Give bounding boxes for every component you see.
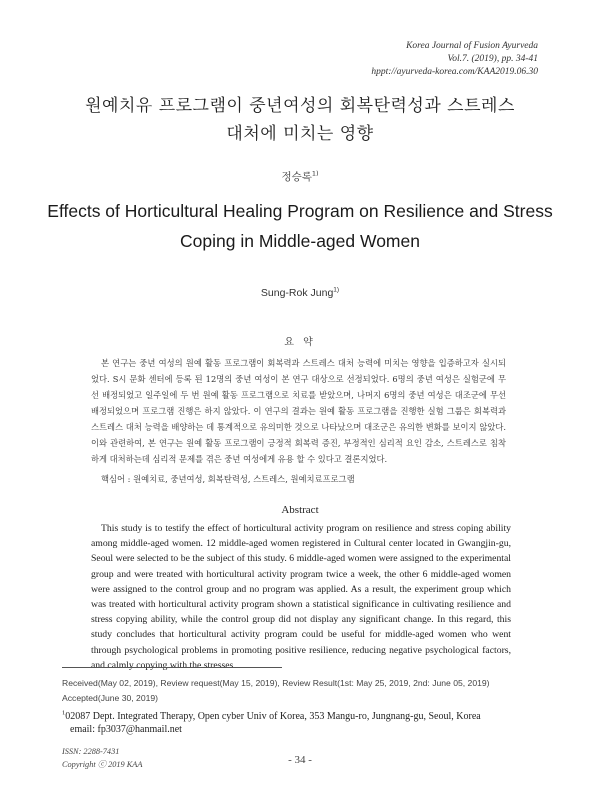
- author-affiliation: [62, 710, 542, 723]
- korean-author: [0, 169, 600, 184]
- page-number: - 34 -: [288, 754, 312, 766]
- korean-title-line-1: 원예치유 프로그램이 중년여성의 회복탄력성과 스트레스: [85, 96, 515, 116]
- english-author-name: Sung-Rok Jung: [260, 287, 334, 299]
- korean-title-line-2: 대처에 미치는 영향: [226, 124, 374, 144]
- author-email: email: fp3037@hanmail.net: [70, 724, 182, 735]
- korean-keywords: 핵심어 : 원예치료, 중년여성, 회복탄력성, 스트레스, 원예치료프로그램: [101, 474, 355, 484]
- korean-title: [40, 92, 560, 148]
- korean-author-footnote-mark: 1): [311, 169, 319, 178]
- affiliation-footnote-mark: 1: [62, 709, 66, 717]
- journal-name: Korea Journal of Fusion Ayurveda: [406, 41, 538, 51]
- journal-volume: Vol.7. (2019), pp. 34-41: [447, 54, 538, 64]
- english-author-footnote-mark: 1): [333, 286, 340, 294]
- journal-url: hppt://ayurveda-korea.com/KAA2019.06.30: [371, 67, 538, 77]
- footnotes: [62, 676, 542, 736]
- english-author: [0, 287, 600, 299]
- korean-abstract-body: 본 연구는 중년 여성의 원예 활동 프로그램이 회복력과 스트레스 대처 능력에 미치는 영향을 입증하고자 실시되었다. S시 문화 센터에 등록 된 12명의 중년 여성이 본 연구 대상으로 선정되었다. 6명의 중년 여성은 실험군에 무선 배정되었고 일주일에 두 번 원예 활동 프로그램으로 치료를 받았으며, 나머지 6명의 중년 여성은 대조군에 무선 배정되었으며 프로그램 진행은 하지 않았다. 이 연구의 결과는 원예 활동 프로그램을 진행한 실험 그룹은 회복력과 스트레스 대처 능력을 배양하는 데 통계적으로 유의미한 것으로 나타났으며 대조군은 유의한 변화를 보이지 않았다. 이와 관련하여, 본 연구는 원예 활동 프로그램이 긍정적 회복력 증진, 부정적인 심리적 요인 감소, 스트레스로 침착하게 대처하는데 심리적 문제를 겪은 중년 여성에게 유용 할 수 있다고 결론지었다.: [91, 358, 506, 464]
- english-title-line-2: Coping in Middle-aged Women: [180, 231, 420, 251]
- english-abstract-heading: Abstract: [281, 504, 319, 516]
- copyright: Copyright ⓒ 2019 KAA: [62, 760, 143, 769]
- english-title: [40, 196, 560, 256]
- korean-abstract-heading: 요 약: [284, 337, 316, 348]
- issn: ISSN: 2288-7431: [62, 747, 120, 756]
- accepted-date: Accepted(June 30, 2019): [62, 693, 159, 703]
- footnote-divider: [62, 667, 282, 668]
- received-dates: Received(May 02, 2019), Review request(May 15, 2019), Review Result(1st: May 25, 2019, 2nd: June 05, 2019): [62, 678, 490, 688]
- affiliation-text: 02087 Dept. Integrated Therapy, Open cyber Univ of Korea, 353 Mangu-ro, Jungnang-gu, Seoul, Korea: [65, 711, 481, 722]
- korean-author-name: 정승록: [281, 171, 312, 183]
- english-title-line-1: Effects of Horticultural Healing Program on Resilience and Stress: [47, 201, 553, 221]
- journal-header: [371, 40, 538, 79]
- english-abstract-body: This study is to testify the effect of horticultural activity program on resilience and stress coping ability among middle-aged women. 12 middle-aged women registered in Cultural center located in Gwangjin-gu, Seoul were selected to be the subject of this study. 6 middle-aged women were assigned to the experimental group and were treated with horticultural activity program twice a week, the other 6 middle-aged women were assigned to the control group and no program was applied. As a result, the experiment group which was treated with horticultural activity program shown a statistical significance in cultivating resilience and stress copying ability, while the control group did not display any significant change. In this regard, this study concludes that horticultural activity program could be useful for middle-aged women who went through psychological problems in promoting positive resilience, reducing negative psychological factors, and calmly copying with the stresses: [91, 523, 511, 671]
